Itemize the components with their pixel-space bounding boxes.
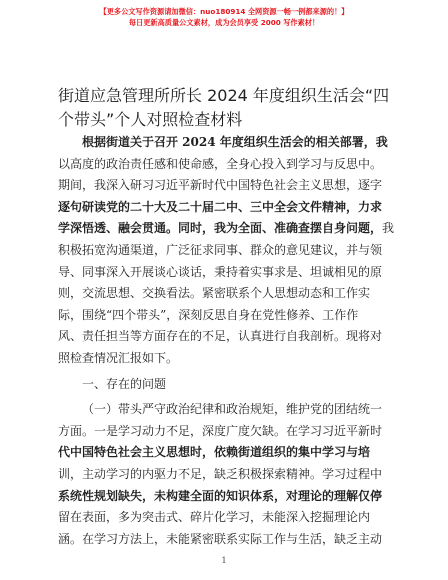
text-fragment: 我 bbox=[382, 221, 395, 236]
section-heading: 一、存在的问题 bbox=[82, 376, 167, 391]
text-line: 涵。在学习方法上，未能紧密联系实际工作与生活，缺乏主动 bbox=[58, 531, 383, 546]
text-fragment: 系统性规划缺失，未构建全面的知识体系， bbox=[58, 488, 287, 503]
text-line: 际，围绕“四个带头”，深刻反思自身在党性修养、工作作 bbox=[58, 307, 359, 322]
text-line: 逐句研读党的二十大及二十届二中、三中全会文件精神，力求 bbox=[58, 199, 383, 214]
promo-banner-line-1: 【更多公文写作资源请加微信：nuo180914 全网资源一畅一例都来源的！】 bbox=[99, 7, 349, 16]
document-title-line-1: 街道应急管理所所长 2024 年度组织生活会“四 bbox=[58, 86, 390, 105]
promo-banner-line-2: 每日更新高质量公文素材，成为会员享受 2000 写作素材！ bbox=[128, 18, 320, 27]
text-line: 照检查情况汇报如下。 bbox=[58, 350, 179, 365]
promo-banner bbox=[0, 6, 448, 28]
document-title-line-2: 个带头”个人对照检查材料 bbox=[58, 110, 243, 129]
text-line: 则，交流思想、交换看法。紧密联系个人思想动态和工作实 bbox=[58, 286, 371, 301]
issue-paragraph bbox=[58, 399, 394, 550]
text-line: 方面。一是学习动力不足，深度广度欠缺。在学习习近平新时 bbox=[58, 423, 383, 438]
text-fragment: 依赖街道组织的集中学习与培 bbox=[214, 445, 371, 460]
text-line bbox=[58, 218, 394, 240]
text-line: 期间，我深入研习习近平新时代中国特色社会主义思想，逐字 bbox=[58, 178, 383, 193]
text-line: 以高度的政治责任感和使命感，全身心投入到学习与反思中。 bbox=[58, 156, 383, 171]
text-line bbox=[58, 442, 394, 464]
text-line: 积极拓宽沟通渠道，广泛征求同事、群众的意见建议，并与领 bbox=[58, 242, 383, 257]
text-line: 训，主动学习的内驱力不足，缺乏积极探索精神。学习过程中 bbox=[58, 466, 383, 481]
text-fragment: 代中国特色社会主义思想时， bbox=[58, 445, 215, 460]
document-body bbox=[58, 132, 394, 550]
text-fragment: 学深悟透、融会贯通。同时， bbox=[58, 221, 215, 236]
text-line: （一）带头严守政治纪律和政治规矩，维护党的团结统一 bbox=[82, 402, 383, 417]
text-line: 留在表面，多为突击式、碎片化学习，未能深入挖掘理论内 bbox=[58, 510, 371, 525]
text-line: 根据街道关于召开 2024 年度组织生活会的相关部署，我 bbox=[82, 135, 388, 149]
document-title bbox=[58, 84, 394, 132]
text-line: 风、责任担当等方面存在的不足，认真进行自我剖析。现将对 bbox=[58, 329, 383, 344]
page-number: 1 bbox=[221, 556, 227, 565]
text-line bbox=[58, 486, 394, 508]
text-line: 导、同事深入开展谈心谈话，秉持着实事求是、坦诚相见的原 bbox=[58, 264, 383, 279]
text-fragment: 对理论的理解仅停 bbox=[286, 488, 383, 503]
text-fragment: 我为全面、准确查摆自身问题， bbox=[214, 221, 383, 236]
intro-paragraph bbox=[58, 132, 394, 370]
